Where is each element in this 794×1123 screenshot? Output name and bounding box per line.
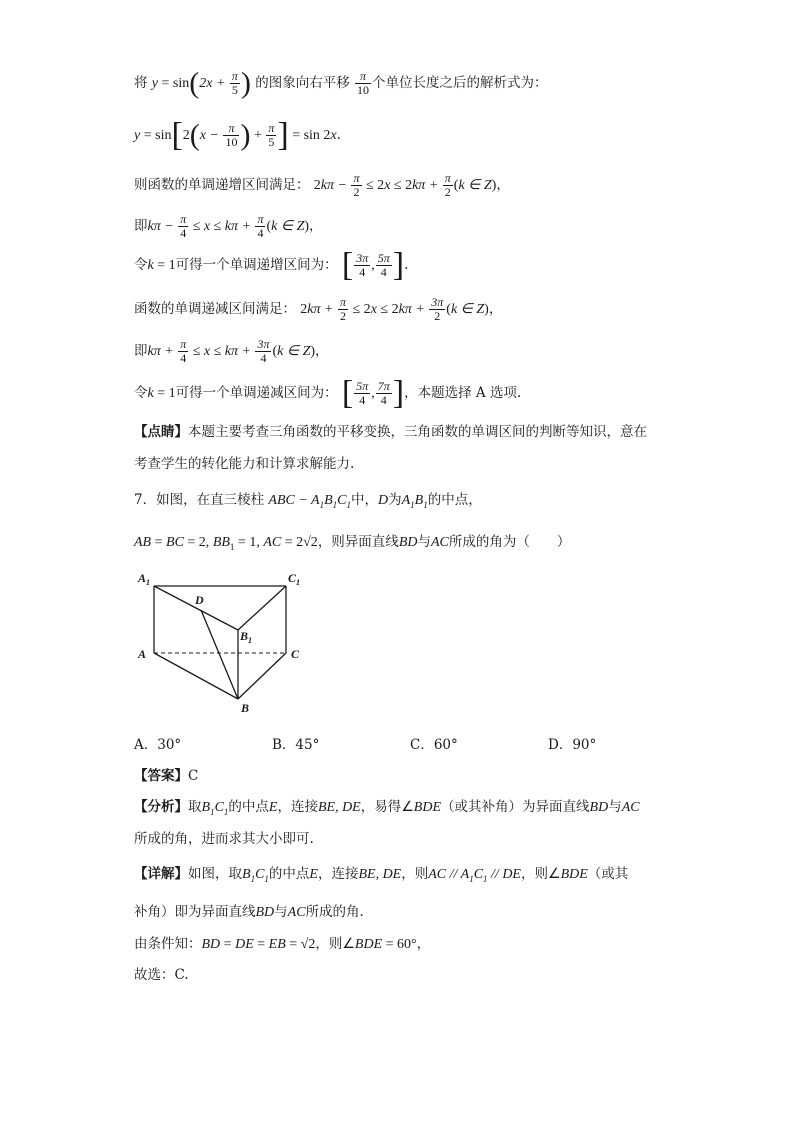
comment-line-2: 考查学生的转化能力和计算求解能力.: [134, 456, 355, 472]
decreasing-interval: 令k = 1可得一个单调递减区间为： [ $\frac{5\pi}{4}$ , $\frac{7\pi}{4}$ ]，本题选择 A 选项.: [134, 374, 522, 412]
label-b: B: [241, 701, 250, 715]
analysis-line-2: 所成的角，进而求其大小即可.: [134, 831, 314, 847]
edge-b-c: [238, 653, 286, 699]
label-a1: $A_1$: [138, 571, 151, 587]
comment-line-1: 【点睛】本题主要考查三角函数的平移变换，三角函数的单调区间的判断等知识，意在: [134, 424, 647, 440]
detail-line-3: 由条件知：BD = DE = EB = √2，则∠BDE = 60°，: [134, 936, 431, 952]
increasing-interval: 令k = 1可得一个单调递增区间为： [ $\frac{3\pi}{4}$ , $\frac{5\pi}{4}$ ].: [134, 246, 409, 284]
edge-b1-c1: [238, 586, 286, 630]
answer-line: [134, 764, 198, 784]
shifted-formula: y = sin[2(x − $\frac{\pi}{10}$ ) + $\frac{\pi}{5}$ ] = sin 2x.: [134, 116, 341, 154]
shift-statement: 将 y = sin(2x + $\frac{\pi}{5}$ ) 的图象向右平移 $\frac{\pi}{10}$ 个单位长度之后的解析式为：: [134, 66, 548, 100]
decreasing-condition: 函数的单调递减区间满足： 2kπ + $\frac{\pi}{2}$ ≤ 2x ≤ 2kπ + $\frac{3\pi}{2}$ (k ∈ Z)，: [134, 295, 503, 323]
formula-original: y: [151, 76, 159, 91]
label-b1: $B_1$: [240, 629, 253, 645]
detail-tag: 【详解】: [134, 866, 188, 882]
label-d: D: [195, 593, 204, 607]
detail-line-4: 故选：C.: [134, 967, 189, 983]
option-a: A．30°: [134, 737, 182, 753]
increasing-simplified: 即kπ − $\frac{\pi}{4}$ ≤ x ≤ kπ + $\frac{\pi}{4}$ (k ∈ Z)，: [134, 212, 323, 240]
label-c: C: [291, 647, 300, 661]
question-7-line-2: AB = BC = 2, $BB_1 = 1$, AC = 2√2，则异面直线BD与AC所成的角为（ ）: [134, 534, 571, 552]
question-7-line-1: 7．如图，在直三棱柱 ABC − $A_1B_1C_1$中，D为$A_1B_1$的中点，: [134, 492, 482, 510]
detail-line-1: 【详解】如图，取$B_1C_1$的中点E，连接BE, DE，则AC // $A_1C_1$ // DE，则∠BDE（或其: [134, 866, 629, 884]
option-b: B．45°: [272, 737, 320, 753]
label-a: A: [138, 647, 147, 661]
detail-line-2: 补角）即为异面直线BD与AC所成的角.: [134, 904, 364, 920]
comment-tag: 【点睛】: [134, 424, 188, 440]
segment-b-d: [201, 610, 238, 699]
increasing-condition: 则函数的单调递增区间满足： 2kπ − $\frac{\pi}{2}$ ≤ 2x ≤ 2kπ + $\frac{\pi}{2}$ (k ∈ Z)，: [134, 171, 510, 199]
decreasing-simplified: 即kπ + $\frac{\pi}{4}$ ≤ x ≤ kπ + $\frac{3\pi}{4}$ (k ∈ Z)，: [134, 337, 329, 365]
analysis-line-1: 【分析】取$B_1C_1$的中点E，连接BE, DE，易得∠BDE（或其补角）为异面直线BD与AC: [134, 799, 640, 817]
option-d: D．90°: [548, 737, 597, 753]
prism-figure: [130, 566, 320, 716]
answer-tag: 【答案】: [134, 768, 188, 784]
label-c1: $C_1$: [288, 571, 301, 587]
edge-a-b: [154, 653, 238, 699]
analysis-tag: 【分析】: [134, 799, 188, 815]
answer-value: C: [188, 768, 199, 784]
option-c: C．60°: [410, 737, 458, 753]
